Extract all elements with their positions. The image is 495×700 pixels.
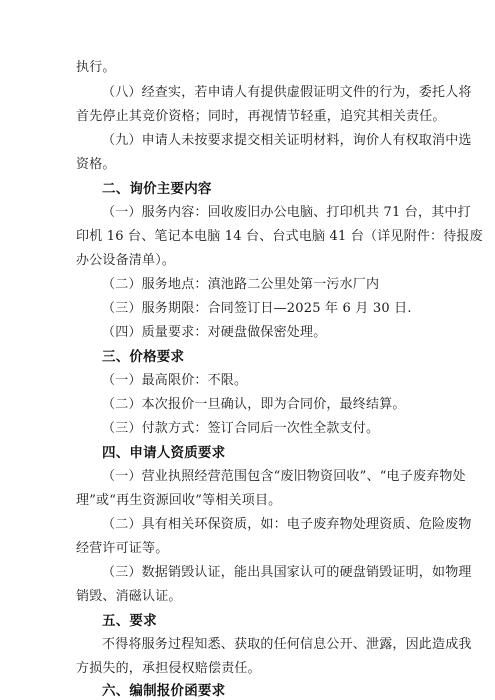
paragraph-line: （九）申请人未按要求提交相关证明材料，询价人有权取消中选 [102, 133, 472, 148]
paragraph-line: （二）服务地点：滇池路二公里处第一污水厂内 [102, 277, 380, 292]
section-heading: 二、询价主要内容 [102, 181, 212, 197]
paragraph-line: 经营许可证等。 [76, 541, 169, 556]
paragraph-line: （二）本次报价一旦确认，即为合同价，最终结算。 [102, 397, 406, 412]
paragraph-line: 方损失的，承担侵权赔偿责任。 [76, 661, 261, 676]
paragraph-line: 首先停止其竞价资格；同时，再视情节轻重，追究其相关责任。 [76, 109, 446, 124]
paragraph-line: （三）数据销毁认证，能出具国家认可的硬盘销毁证明，如物理 [102, 565, 472, 580]
section-heading: 五、要求 [102, 613, 157, 629]
paragraph-line: （八）经查实，若申请人有提供虚假证明文件的行为，委托人将 [102, 85, 472, 100]
paragraph-line: （一）最高限价：不限。 [102, 373, 248, 388]
paragraph-line: （一）服务内容：回收废旧办公电脑、打印机共 71 台，其中打 [102, 205, 471, 220]
section-heading: 四、申请人资质要求 [102, 445, 226, 461]
paragraph-line: （三）服务期限：合同签订日—2025 年 6 月 30 日. [102, 301, 412, 316]
paragraph-line: 不得将服务过程知悉、获取的任何信息公开、泄露，因此造成我 [102, 637, 472, 652]
paragraph-line: 资格。 [76, 157, 116, 172]
section-heading: 六、编制报价函要求 [102, 683, 226, 699]
paragraph-line: （四）质量要求：对硬盘做保密处理。 [102, 325, 327, 340]
paragraph-line: （二）具有相关环保资质，如：电子废弃物处理资质、危险废物 [102, 517, 472, 532]
paragraph-line: 印机 16 台、笔记本电脑 14 台、台式电脑 41 台（详见附件：待报废 [76, 229, 483, 244]
paragraph-line: （一）营业执照经营范围包含“废旧物资回收”、“电子废弃物处 [102, 469, 466, 484]
paragraph-line: 执行。 [76, 60, 116, 75]
paragraph-line: 理”或“再生资源回收”等相关项目。 [76, 493, 282, 508]
paragraph-line: （三）付款方式：签订合同后一次性全款支付。 [102, 421, 380, 436]
paragraph-line: 办公设备清单）。 [76, 253, 176, 268]
paragraph-line: 销毁、消磁认证。 [76, 589, 182, 604]
section-heading: 三、价格要求 [102, 349, 185, 365]
